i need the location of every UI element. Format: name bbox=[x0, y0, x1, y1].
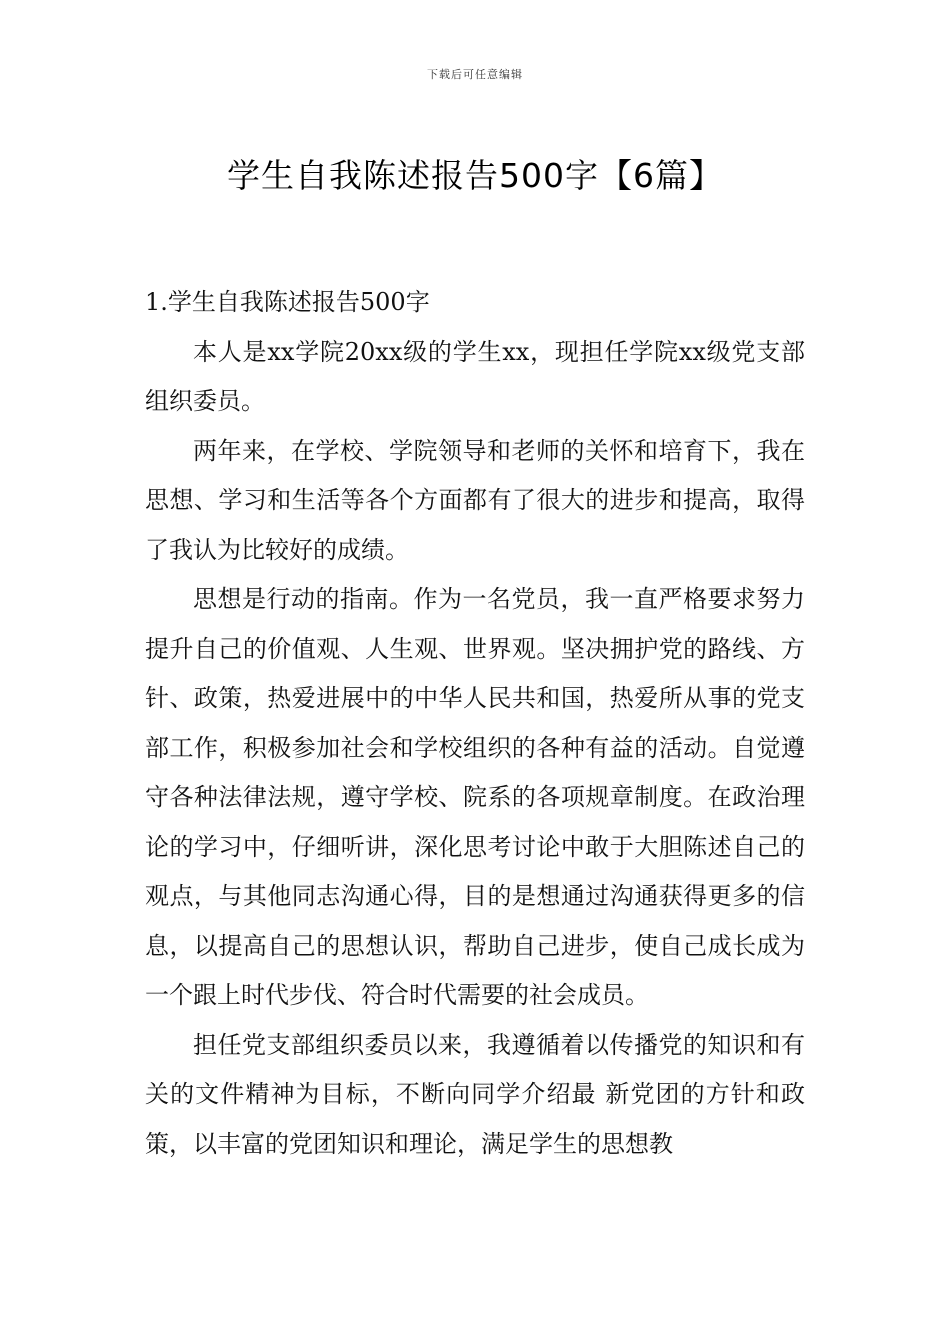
paragraph-4: 担任党支部组织委员以来，我遵循着以传播党的知识和有关的文件精神为目标，不断向同学介绍最 新党团的方针和政策，以丰富的党团知识和理论，满足学生的思想教 bbox=[145, 1030, 805, 1158]
paragraph-1: 本人是xx学院20xx级的学生xx，现担任学院xx级党支部组织委员。 bbox=[145, 337, 805, 415]
section-heading: 1.学生自我陈述报告500字 bbox=[145, 288, 430, 316]
document-body bbox=[145, 278, 805, 1169]
header-note: 下载后可任意编辑 bbox=[427, 68, 523, 81]
paragraph-2: 两年来，在学校、学院领导和老师的关怀和培育下，我在思想、学习和生活等各个方面都有了很大的进步和提高，取得了我认为比较好的成绩。 bbox=[145, 436, 805, 564]
document-title: 学生自我陈述报告500字【6篇】 bbox=[227, 156, 723, 196]
paragraph-3: 思想是行动的指南。作为一名党员，我一直严格要求努力提升自己的价值观、人生观、世界观。坚决拥护党的路线、方针、政策，热爱进展中的中华人民共和国，热爱所从事的党支部工作，积极参加社会和学校组织的各种有益的活动。自觉遵守各种法律法规，遵守学校、院系的各项规章制度。在政治理论的学习中，仔细听讲，深化思考讨论中敢于大胆陈述自己的观点，与其他同志沟通心得，目的是想通过沟通获得更多的信息，以提高自己的思想认识，帮助自己进步，使自己成长成为一个跟上时代步伐、符合时代需要的社会成员。 bbox=[145, 585, 805, 1009]
